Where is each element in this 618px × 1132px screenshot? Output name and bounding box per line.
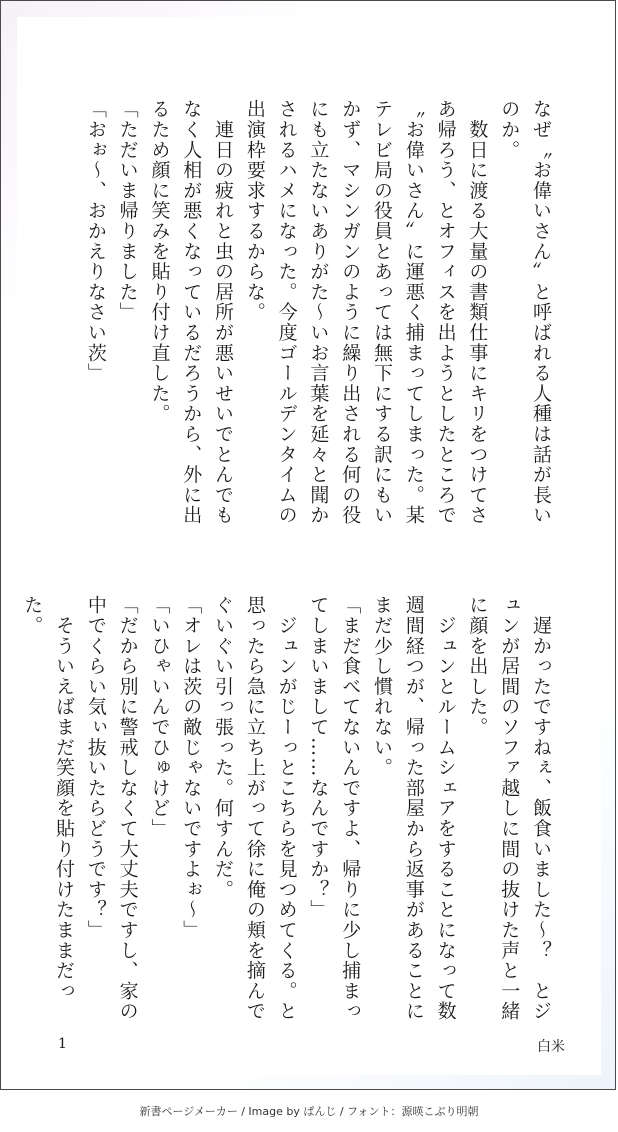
page-number: 1 bbox=[58, 1036, 67, 1052]
text-column-top bbox=[66, 99, 556, 544]
page-body bbox=[17, 17, 601, 1075]
paragraph: なぜ〝お偉いさん〟と呼ばれる人種は話が長いのか。 bbox=[498, 99, 552, 526]
paragraph: ジュンがじーっとこちらを見つめてくる。と思ったら急に立ち上がって徐に俺の頬を摘んでぐいぐい引っ張った。何すんだ。 bbox=[212, 595, 298, 1022]
paragraph: 数日に渡る大量の書類仕事にキリをつけてさあ帰ろう、とオフィスを出ようとしたところで〝お偉いさん〟に運悪く捕まってしまった。某テレビ局の役員とあっては無下にする訳にもいかず、マシンガンのように繰り出される何の役にも立たないありがた～いお言葉を延々と聞かされるハメになった。今度ゴールデンタイムの出演枠要求するからな。 bbox=[243, 99, 489, 526]
dialogue-line: 「まだ食べてないんですよ、帰りに少し捕まってしまいまして……なんですか？」 bbox=[307, 595, 362, 1022]
dialogue-line: 「オレは茨の敵じゃないですよぉ～」 bbox=[180, 595, 203, 941]
dialogue-line: 「だから別に警戒しなくて大丈夫ですし、家の中でくらい気ぃ抜いたらどうです？」 bbox=[84, 595, 139, 1022]
paragraph: そういえばまだ笑顔を貼り付けたままだった。 bbox=[21, 595, 76, 1001]
dialogue-line: 「ただいま帰りました」 bbox=[116, 99, 139, 323]
paragraph: ジュンとルームシェアをすることになって数週間経つが、帰った部屋から返事があることにまだ少し慣れない。 bbox=[371, 595, 457, 1022]
author-name: 白米 bbox=[537, 1039, 565, 1055]
paragraph: 遅かったですねぇ、飯食いました～？ とジュンが居間のソファ越しに間の抜けた声と一緒に顔を出した。 bbox=[466, 595, 552, 1022]
dialogue-line: 「いひゃいんでひゅけど」 bbox=[148, 595, 171, 839]
text-column-bottom bbox=[21, 595, 556, 1040]
paragraph: 連日の疲れと虫の居所が悪いせいでとんでもなく人相が悪くなっているだろうから、外に出るため顔に笑みを貼り付け直した。 bbox=[148, 99, 235, 526]
credit-line: 新書ページメーカー / Image by ぱんじ / フォント：源暎こぶり明朝 bbox=[139, 1105, 479, 1118]
dialogue-line: 「おぉ～、おかえりなさい茨」 bbox=[84, 99, 107, 384]
